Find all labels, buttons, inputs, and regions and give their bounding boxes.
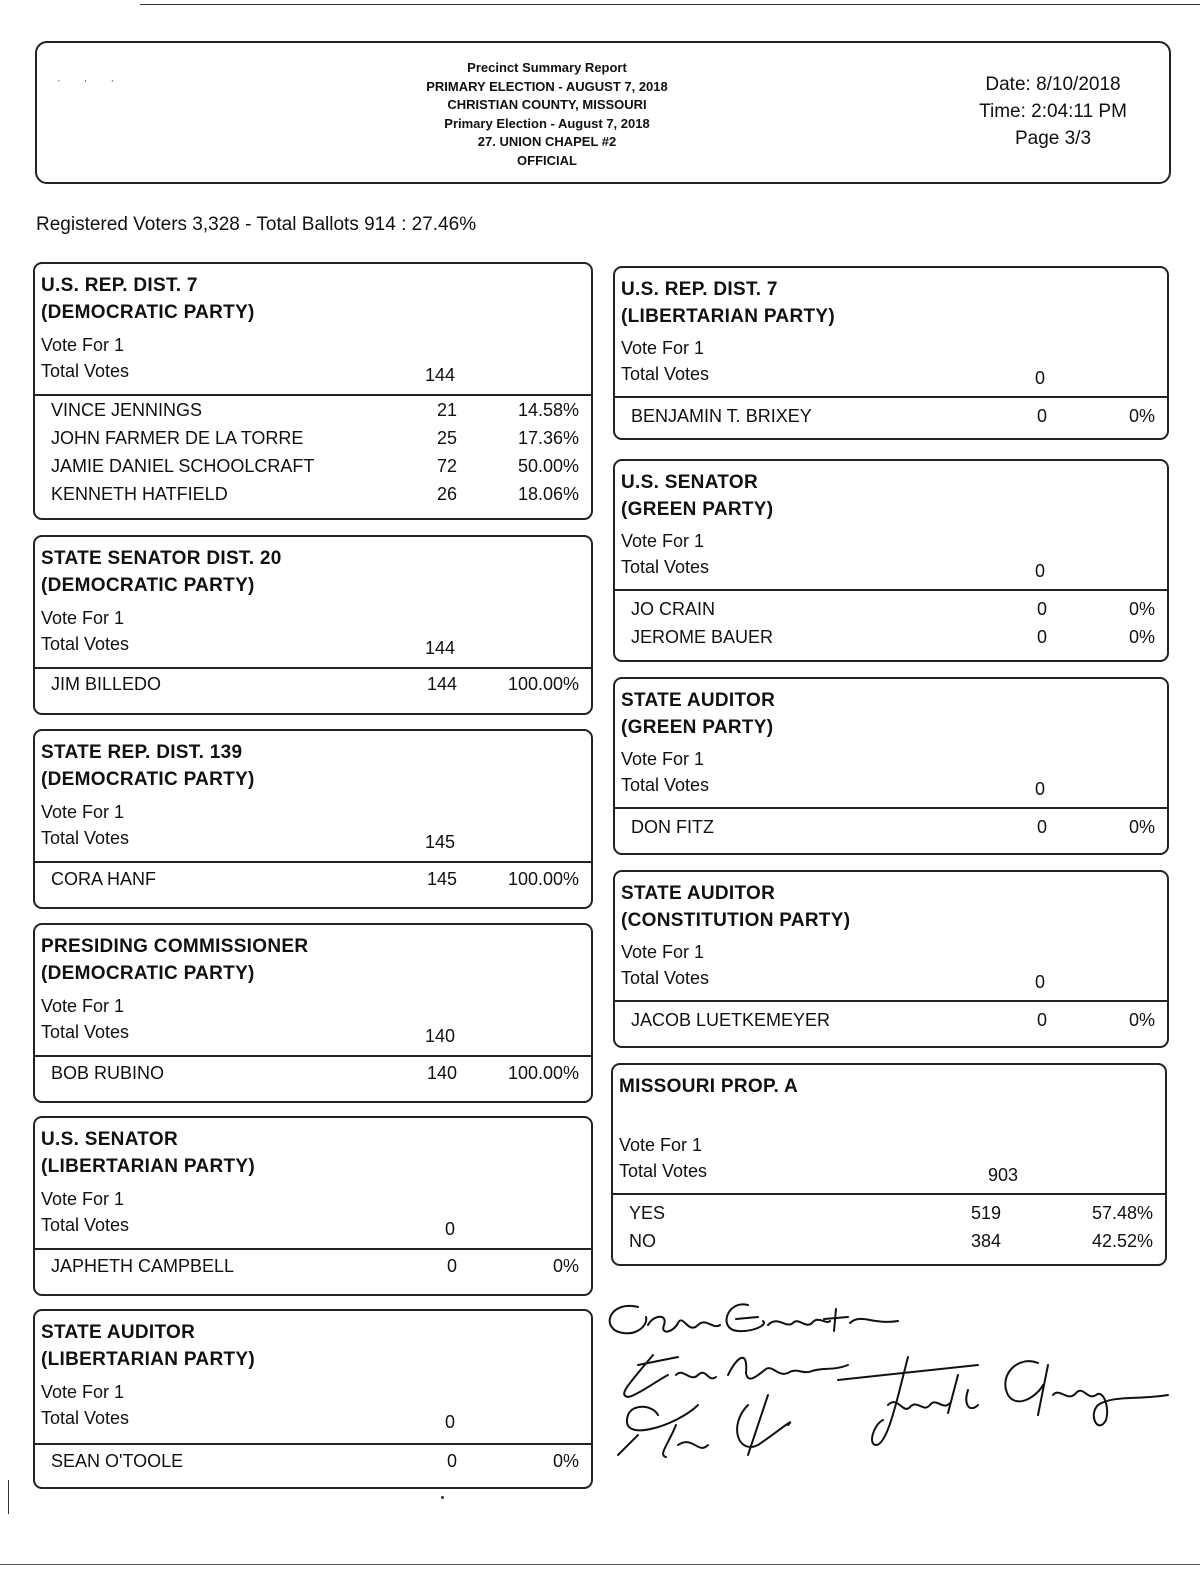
candidate-name: BOB RUBINO [51,1063,165,1083]
report-date: Date: 8/10/2018 [985,74,1121,95]
race-divider [615,1000,1167,1002]
race-office: U.S. REP. DIST. 7 [41,275,198,296]
candidate-votes: 0 [446,1256,457,1276]
candidate-votes: 0 [446,1451,457,1471]
candidate-percent: 0% [1128,627,1155,647]
candidate-row [35,456,591,484]
candidate-percent: 18.06% [517,484,579,504]
race-box [33,729,593,909]
candidate-votes: 72 [436,456,457,476]
candidate-percent: 0% [1128,817,1155,837]
candidate-percent: 0% [552,1256,579,1276]
top-rule [140,4,1200,5]
candidate-percent: 100.00% [507,1063,579,1083]
race-office: STATE SENATOR DIST. 20 [41,548,282,569]
candidate-row [615,406,1167,434]
total-votes-label: Total Votes [621,557,710,577]
candidate-name: JEROME BAUER [631,627,774,647]
race-box [613,266,1169,440]
race-title [41,739,255,793]
vote-for-label: Vote For 1 [41,996,125,1016]
race-divider [615,807,1167,809]
county-name: CHRISTIAN COUNTY, MISSOURI [447,97,647,112]
race-title [621,276,835,330]
candidate-row [35,484,591,512]
race-divider [615,589,1167,591]
candidate-row [35,869,591,897]
race-divider [35,861,591,863]
candidate-votes: 21 [436,400,457,420]
candidate-percent: 57.48% [1091,1203,1153,1223]
report-header [35,41,1171,184]
race-title [621,687,775,741]
candidate-votes: 0 [1036,627,1047,647]
race-party: (CONSTITUTION PARTY) [621,910,851,931]
total-votes-label: Total Votes [41,828,130,848]
candidate-name: DON FITZ [631,817,714,837]
total-votes-label: Total Votes [619,1161,708,1181]
candidate-name: JOHN FARMER DE LA TORRE [51,428,304,448]
vote-for-label: Vote For 1 [41,335,125,355]
candidate-votes: 140 [426,1063,457,1083]
vote-for-label: Vote For 1 [41,802,125,822]
race-divider [35,1055,591,1057]
candidate-row [613,1203,1165,1231]
total-votes-value: 0 [1034,779,1045,799]
candidate-percent: 100.00% [507,869,579,889]
total-votes-value: 0 [1034,972,1045,992]
signatures [598,1295,1178,1505]
scan-marks: · · · [57,75,125,87]
candidate-name: SEAN O'TOOLE [51,1451,184,1471]
race-party: (GREEN PARTY) [621,499,774,520]
total-votes-label: Total Votes [41,1022,130,1042]
registered-voters-line: Registered Voters 3,328 - Total Ballots 914 : 27.46% [36,214,477,235]
vote-for-label: Vote For 1 [41,608,125,628]
race-box [613,677,1169,855]
candidate-votes: 384 [970,1231,1001,1251]
race-divider [35,394,591,396]
total-votes-value: 144 [424,638,455,658]
race-title [619,1073,798,1100]
candidate-percent: 0% [1128,599,1155,619]
total-votes-label: Total Votes [41,634,130,654]
candidate-name: JAMIE DANIEL SCHOOLCRAFT [51,456,315,476]
race-party: (DEMOCRATIC PARTY) [41,302,255,323]
candidate-name: NO [629,1231,656,1251]
report-title-block [337,59,757,170]
vote-for-label: Vote For 1 [621,749,705,769]
race-office: U.S. SENATOR [41,1129,178,1150]
candidate-percent: 14.58% [517,400,579,420]
race-divider [613,1193,1165,1195]
total-votes-value: 0 [1034,368,1045,388]
precinct-name: 27. UNION CHAPEL #2 [477,134,617,149]
stray-dot [441,1496,444,1499]
total-votes-value: 145 [424,832,455,852]
candidate-votes: 0 [1036,1010,1047,1030]
total-votes-value: 0 [444,1412,455,1432]
race-office: STATE AUDITOR [621,690,776,711]
candidate-row [613,1231,1165,1259]
candidate-name: JIM BILLEDO [51,674,162,694]
election-name: PRIMARY ELECTION - AUGUST 7, 2018 [426,78,668,94]
race-box [613,870,1169,1048]
candidate-percent: 0% [552,1451,579,1471]
candidate-percent: 100.00% [507,674,579,694]
race-divider [35,1248,591,1250]
candidate-row [35,1256,591,1284]
race-party: (LIBERTARIAN PARTY) [41,1156,255,1177]
candidate-votes: 26 [436,484,457,504]
candidate-name: JO CRAIN [631,599,716,619]
candidate-percent: 42.52% [1091,1231,1153,1251]
vote-for-label: Vote For 1 [41,1189,125,1209]
candidate-votes: 25 [436,428,457,448]
official-label: OFFICIAL [517,152,577,168]
total-votes-value: 0 [1034,561,1045,581]
total-votes-label: Total Votes [41,1408,130,1428]
total-votes-label: Total Votes [41,361,130,381]
election-subtitle: Primary Election - August 7, 2018 [444,115,650,131]
race-title [41,1126,255,1180]
race-title [41,272,255,326]
race-office: MISSOURI PROP. A [619,1076,799,1097]
candidate-name: VINCE JENNINGS [51,400,203,420]
race-office: U.S. REP. DIST. 7 [621,279,778,300]
candidate-votes: 145 [426,869,457,889]
candidate-row [35,1451,591,1479]
candidate-name: KENNETH HATFIELD [51,484,228,504]
vote-for-label: Vote For 1 [41,1382,125,1402]
race-office: PRESIDING COMMISSIONER [41,936,309,957]
bottom-rule [0,1564,1200,1565]
race-office: STATE AUDITOR [41,1322,196,1343]
report-title: Precinct Summary Report [467,60,627,75]
total-votes-value: 144 [424,365,455,385]
candidate-votes: 519 [970,1203,1001,1223]
race-party: (DEMOCRATIC PARTY) [41,963,255,984]
race-box [613,459,1169,662]
race-box [33,923,593,1103]
left-margin-mark [8,1480,9,1514]
total-votes-value: 903 [987,1165,1018,1185]
total-votes-value: 0 [444,1219,455,1239]
candidate-percent: 17.36% [517,428,579,448]
race-title [621,880,850,934]
total-votes-label: Total Votes [621,968,710,988]
candidate-name: BENJAMIN T. BRIXEY [631,406,812,426]
candidate-name: JACOB LUETKEMEYER [631,1010,831,1030]
race-box [33,535,593,715]
report-meta [943,71,1163,152]
total-votes-label: Total Votes [41,1215,130,1235]
race-title [41,545,282,599]
race-box [33,1309,593,1489]
total-votes-label: Total Votes [621,775,710,795]
candidate-votes: 0 [1036,599,1047,619]
race-party: (DEMOCRATIC PARTY) [41,769,255,790]
race-box [611,1063,1167,1266]
candidate-row [615,817,1167,845]
candidate-votes: 144 [426,674,457,694]
candidate-row [35,400,591,428]
race-box [33,262,593,520]
vote-for-label: Vote For 1 [619,1135,703,1155]
candidate-votes: 0 [1036,406,1047,426]
total-votes-value: 140 [424,1026,455,1046]
candidate-name: JAPHETH CAMPBELL [51,1256,235,1276]
candidate-percent: 50.00% [517,456,579,476]
candidate-percent: 0% [1128,1010,1155,1030]
page-number: Page 3/3 [1014,128,1092,149]
vote-for-label: Vote For 1 [621,942,705,962]
race-party: (DEMOCRATIC PARTY) [41,575,255,596]
candidate-votes: 0 [1036,817,1047,837]
candidate-row [615,599,1167,627]
signatures-drawing [598,1295,1178,1505]
total-votes-label: Total Votes [621,364,710,384]
candidate-row [615,1010,1167,1038]
race-title [41,933,308,987]
candidate-name: YES [629,1203,666,1223]
race-title [41,1319,255,1373]
candidate-row [615,627,1167,655]
vote-for-label: Vote For 1 [621,531,705,551]
race-party: (LIBERTARIAN PARTY) [41,1349,255,1370]
race-divider [615,396,1167,398]
race-party: (GREEN PARTY) [621,717,774,738]
vote-for-label: Vote For 1 [621,338,705,358]
candidate-row [35,674,591,702]
candidate-percent: 0% [1128,406,1155,426]
race-box [33,1116,593,1296]
race-divider [35,1443,591,1445]
race-divider [35,667,591,669]
report-time: Time: 2:04:11 PM [979,101,1127,122]
race-party: (LIBERTARIAN PARTY) [621,306,835,327]
race-title [621,469,773,523]
race-office: STATE AUDITOR [621,883,776,904]
candidate-name: CORA HANF [51,869,157,889]
candidate-row [35,428,591,456]
race-office: U.S. SENATOR [621,472,758,493]
race-office: STATE REP. DIST. 139 [41,742,243,763]
candidate-row [35,1063,591,1091]
